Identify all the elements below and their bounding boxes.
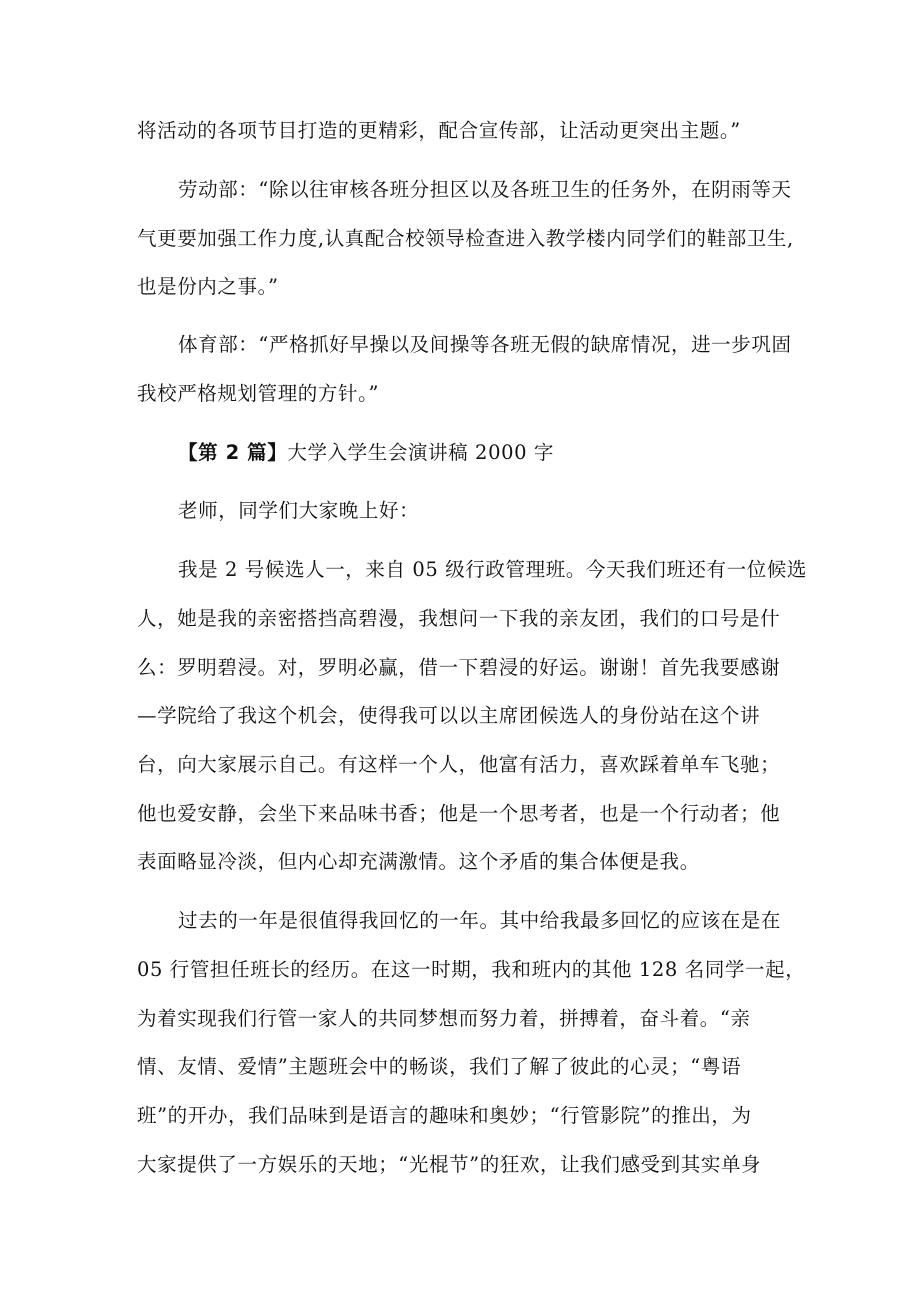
text-line: 我是 2 号候选人一，来自 05 级行政管理班。今天我们班还有一位候选: [178, 558, 808, 581]
text-line: 气更要加强工作力度,认真配合校领导检查进入教学楼内同学们的鞋部卫生,: [137, 227, 794, 250]
text-line: 我校严格规划管理的方针。”: [137, 382, 380, 405]
text-line: 为着实现我们行管一家人的共同梦想而努力着，拼搏着，奋斗着。“亲: [137, 1007, 751, 1030]
text-line: 体育部：“严格抓好早操以及间操等各班无假的缺席情况，进一步巩固: [178, 333, 792, 356]
text-line: 过去的一年是很值得我回忆的一年。其中给我最多回忆的应该在是在: [178, 909, 782, 932]
text-line: 人，她是我的亲密搭挡高碧漫，我想问一下我的亲友团，我们的口号是什: [137, 607, 781, 630]
text-line: 也是份内之事。”: [137, 275, 279, 298]
text-line: 老师，同学们大家晚上好：: [178, 499, 420, 522]
text-line: —学院给了我这个机会，使得我可以以主席团候选人的身份站在这个讲: [137, 704, 761, 727]
text-line: 么：罗明碧浸。对，罗明必赢，借一下碧浸的好运。谢谢！首先我要感谢: [137, 656, 781, 679]
text-line: 劳动部：“除以往审核各班分担区以及各班卫生的任务外，在阴雨等天: [178, 178, 792, 201]
text-line: 将活动的各项节目打造的更精彩，配合宣传部，让活动更突出主题。”: [137, 119, 741, 142]
heading-label: 【第 2 篇】: [178, 441, 288, 464]
text-line: 大家提供了一方娱乐的天地；“光棍节”的狂欢，让我们感受到其实单身: [137, 1153, 762, 1176]
text-line: 他也爱安静，会坐下来品味书香；他是一个思考者，也是一个行动者；他: [137, 802, 781, 825]
heading-title: 大学入学生会演讲稿 2000 字: [287, 441, 554, 464]
section-heading: [178, 439, 828, 467]
text-line: 班”的开办，我们品味到是语言的趣味和奥妙；“行管影院”的推出，为: [137, 1104, 752, 1127]
text-line: 情、友情、爱情”主题班会中的畅谈，我们了解了彼此的心灵；“粤语: [137, 1055, 742, 1078]
text-line: 台，向大家展示自己。有这样一个人，他富有活力，喜欢踩着单车飞驰；: [137, 753, 781, 776]
text-line: 表面略显冷淡，但内心却充满激情。这个矛盾的集合体便是我。: [137, 850, 700, 873]
text-line: 05 行管担任班长的经历。在这一时期，我和班内的其他 128 名同学一起，: [137, 958, 806, 981]
